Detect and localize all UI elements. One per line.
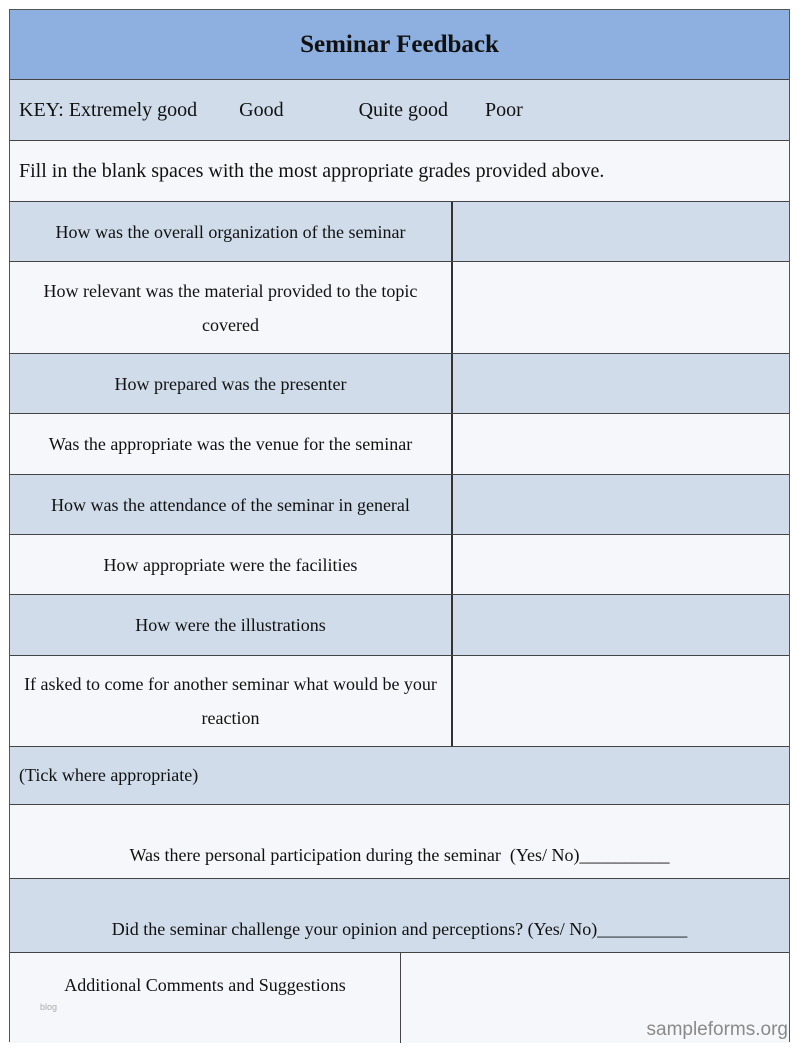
answer-cell[interactable]	[453, 414, 789, 474]
feedback-form	[9, 9, 790, 1042]
question-row	[10, 595, 789, 656]
key-row	[10, 80, 789, 141]
instructions-text: Fill in the blank spaces with the most appropriate grades provided above.	[19, 159, 605, 182]
tick-instruction: (Tick where appropriate)	[19, 765, 199, 785]
site-watermark: sampleforms.org	[646, 1019, 788, 1040]
instructions-row	[10, 141, 789, 202]
answer-cell[interactable]	[453, 262, 789, 353]
key-grade-good: Good	[239, 98, 284, 121]
question-text: How relevant was the material provided to the topic covered	[10, 262, 453, 353]
question-row	[10, 475, 789, 535]
yes-no-question[interactable]: Did the seminar challenge your opinion and perceptions? (Yes/ No)__________	[111, 919, 688, 939]
answer-cell[interactable]	[453, 475, 789, 534]
form-title: Seminar Feedback	[300, 30, 499, 58]
yes-no-question[interactable]: Was there personal participation during the seminar (Yes/ No)__________	[129, 845, 670, 865]
question-text: How were the illustrations	[10, 595, 453, 655]
tick-instruction-row	[10, 747, 789, 805]
answer-cell[interactable]	[453, 354, 789, 413]
question-row	[10, 535, 789, 595]
comments-label: Additional Comments and Suggestions	[64, 975, 346, 995]
title-row	[10, 10, 789, 80]
question-row	[10, 656, 789, 747]
question-row	[10, 262, 789, 354]
yes-no-row	[10, 805, 789, 879]
answer-cell[interactable]	[453, 656, 789, 746]
yes-no-row	[10, 879, 789, 953]
question-text: How was the overall organization of the seminar	[10, 202, 453, 261]
answer-cell[interactable]	[453, 595, 789, 655]
question-row	[10, 414, 789, 475]
key-grade-poor: Poor	[485, 98, 523, 121]
question-row	[10, 354, 789, 414]
question-row	[10, 202, 789, 262]
question-text: If asked to come for another seminar what would be your reaction	[10, 656, 453, 746]
question-text: How appropriate were the facilities	[10, 535, 453, 594]
answer-cell[interactable]	[453, 535, 789, 594]
small-watermark: blog	[40, 1002, 58, 1012]
question-text: How prepared was the presenter	[10, 354, 453, 413]
answer-cell[interactable]	[453, 202, 789, 261]
comments-label-cell	[10, 953, 401, 1043]
key-label: KEY: Extremely good	[19, 98, 198, 121]
question-text: How was the attendance of the seminar in general	[10, 475, 453, 534]
key-grade-quite-good: Quite good	[358, 98, 449, 121]
question-text: Was the appropriate was the venue for the seminar	[10, 414, 453, 474]
